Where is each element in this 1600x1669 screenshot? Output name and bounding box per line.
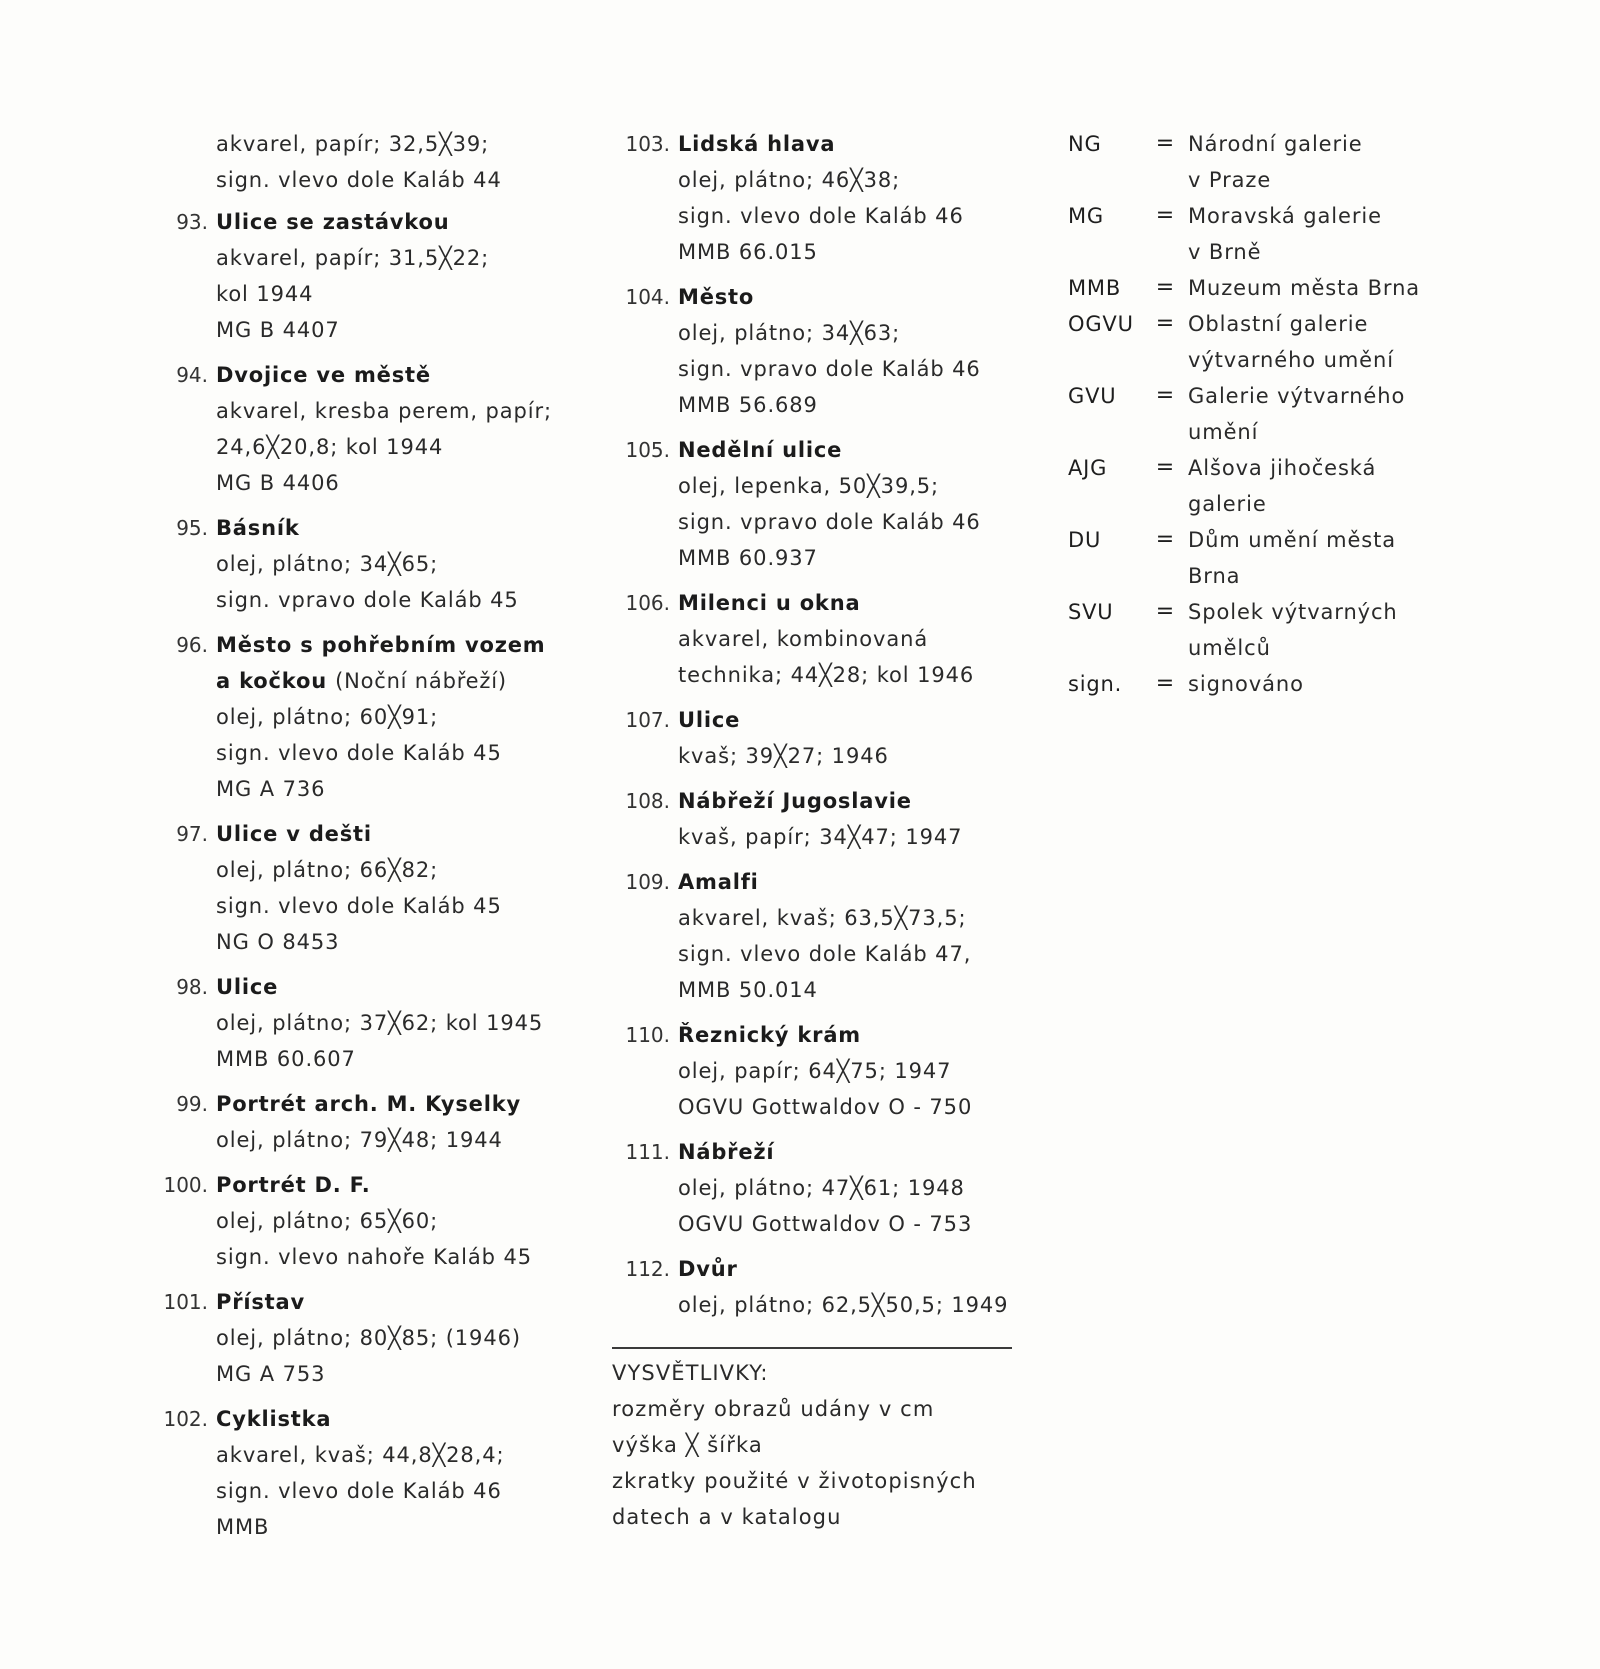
entry-detail: MMB 66.015 bbox=[678, 240, 818, 264]
catalog-entry-99 bbox=[150, 1086, 590, 1158]
entry-detail: MMB 50.014 bbox=[678, 978, 818, 1002]
entry-detail: olej, plátno; 80╳85; (1946) bbox=[216, 1326, 521, 1350]
abbreviation-gvu bbox=[1068, 378, 1468, 450]
entry-title: Portrét arch. M. Kyselky bbox=[216, 1092, 521, 1116]
entry-title: Básník bbox=[216, 516, 300, 540]
catalog-entry-109 bbox=[612, 864, 1022, 1008]
entry-number: 102. bbox=[163, 1407, 208, 1431]
entry-detail: olej, lepenka, 50╳39,5; bbox=[678, 474, 940, 498]
catalog-column-2 bbox=[612, 126, 1022, 1535]
entry-title: Nábřeží bbox=[678, 1140, 775, 1164]
entry-number: 93. bbox=[176, 210, 208, 234]
entry-detail: olej, plátno; 60╳91; bbox=[216, 705, 439, 729]
equals-sign: = bbox=[1155, 455, 1175, 480]
abbreviation-key: OGVU bbox=[1068, 312, 1134, 336]
entry-title-part: a kočkou bbox=[216, 669, 327, 693]
catalog-entry-110 bbox=[612, 1017, 1022, 1125]
section-divider bbox=[612, 1347, 1012, 1349]
equals-sign: = bbox=[1155, 383, 1175, 408]
abbreviation-meaning: umělců bbox=[1188, 636, 1271, 660]
explanations-section bbox=[612, 1355, 1022, 1535]
catalog-entry-94 bbox=[150, 357, 590, 501]
entry-number: 112. bbox=[625, 1257, 670, 1281]
entry-detail: akvarel, kvaš; 44,8╳28,4; bbox=[216, 1443, 505, 1467]
entry-alt-title: (Noční nábřeží) bbox=[335, 669, 507, 693]
catalog-entry-101 bbox=[150, 1284, 590, 1392]
entry-number: 110. bbox=[625, 1023, 670, 1047]
entry-detail: olej, plátno; 47╳61; 1948 bbox=[678, 1176, 965, 1200]
abbreviation-meaning: v Brně bbox=[1188, 240, 1262, 264]
entry-title: Město s pohřebním vozem bbox=[216, 633, 546, 657]
entry-title: Nedělní ulice bbox=[678, 438, 843, 462]
catalog-entry-105 bbox=[612, 432, 1022, 576]
abbreviation-meaning: Brna bbox=[1188, 564, 1241, 588]
entry-detail: MG B 4407 bbox=[216, 318, 340, 342]
entry-detail: kol 1944 bbox=[216, 282, 314, 306]
equals-sign: = bbox=[1155, 131, 1175, 156]
explanations-heading: VYSVĚTLIVKY: bbox=[612, 1361, 769, 1385]
entry-detail: sign. vlevo dole Kaláb 45 bbox=[216, 894, 502, 918]
abbreviation-meaning: Spolek výtvarných bbox=[1188, 600, 1398, 624]
abbreviation-ajg bbox=[1068, 450, 1468, 522]
explanation-line: výška ╳ šířka bbox=[612, 1433, 763, 1457]
catalog-entry-93 bbox=[150, 204, 590, 348]
abbreviation-meaning: Moravská galerie bbox=[1188, 204, 1382, 228]
entry-title: Dvojice ve městě bbox=[216, 363, 431, 387]
entry-detail: olej, plátno; 37╳62; kol 1945 bbox=[216, 1011, 544, 1035]
abbreviation-key: AJG bbox=[1068, 456, 1108, 480]
entry-number: 97. bbox=[176, 822, 208, 846]
entry-detail: sign. vlevo nahoře Kaláb 45 bbox=[216, 1245, 533, 1269]
entry-number: 103. bbox=[625, 132, 670, 156]
entry-number: 108. bbox=[625, 789, 670, 813]
catalog-entry-97 bbox=[150, 816, 590, 960]
equals-sign: = bbox=[1155, 527, 1175, 552]
abbreviation-meaning: Muzeum města Brna bbox=[1188, 276, 1421, 300]
entry-number: 101. bbox=[163, 1290, 208, 1314]
entry-detail: sign. vpravo dole Kaláb 46 bbox=[678, 357, 981, 381]
entry-detail: 24,6╳20,8; kol 1944 bbox=[216, 435, 444, 459]
abbreviation-key: MG bbox=[1068, 204, 1104, 228]
entry-detail: olej, papír; 64╳75; 1947 bbox=[678, 1059, 952, 1083]
catalog-entry-107 bbox=[612, 702, 1022, 774]
entry-detail: akvarel, kvaš; 63,5╳73,5; bbox=[678, 906, 967, 930]
entry-detail: MMB bbox=[216, 1515, 270, 1539]
entry-number: 104. bbox=[625, 285, 670, 309]
explanation-line: rozměry obrazů udány v cm bbox=[612, 1397, 935, 1421]
equals-sign: = bbox=[1155, 671, 1175, 696]
entry-title: Dvůr bbox=[678, 1257, 738, 1281]
entry-number: 100. bbox=[163, 1173, 208, 1197]
equals-sign: = bbox=[1155, 275, 1175, 300]
catalog-entry-102 bbox=[150, 1401, 590, 1545]
abbreviations-list bbox=[1068, 126, 1468, 702]
abbreviation-key: NG bbox=[1068, 132, 1102, 156]
entry-title: Nábřeží Jugoslavie bbox=[678, 789, 912, 813]
continued-entry bbox=[150, 126, 590, 198]
entry-detail: olej, plátno; 34╳65; bbox=[216, 552, 439, 576]
entry-number: 105. bbox=[625, 438, 670, 462]
catalog-entry-100 bbox=[150, 1167, 590, 1275]
abbreviation-mg bbox=[1068, 198, 1468, 270]
entry-number: 99. bbox=[176, 1092, 208, 1116]
entry-title: Město bbox=[678, 285, 755, 309]
abbreviation-meaning: Galerie výtvarného bbox=[1188, 384, 1406, 408]
entry-detail: MG A 753 bbox=[216, 1362, 326, 1386]
equals-sign: = bbox=[1155, 203, 1175, 228]
entry-detail: akvarel, papír; 32,5╳39; bbox=[216, 132, 490, 156]
entry-number: 96. bbox=[176, 633, 208, 657]
entry-number: 107. bbox=[625, 708, 670, 732]
abbreviation-meaning: Dům umění města bbox=[1188, 528, 1397, 552]
entry-detail: OGVU Gottwaldov O - 750 bbox=[678, 1095, 973, 1119]
abbreviation-ogvu bbox=[1068, 306, 1468, 378]
explanation-line: zkratky použité v životopisných bbox=[612, 1469, 977, 1493]
entry-detail: olej, plátno; 62,5╳50,5; 1949 bbox=[678, 1293, 1009, 1317]
entry-title: Portrét D. F. bbox=[216, 1173, 371, 1197]
entry-detail: sign. vlevo dole Kaláb 45 bbox=[216, 741, 502, 765]
abbreviation-meaning: výtvarného umění bbox=[1188, 348, 1394, 372]
explanation-line: datech a v katalogu bbox=[612, 1505, 842, 1529]
catalog-entry-95 bbox=[150, 510, 590, 618]
entry-detail: sign. vpravo dole Kaláb 46 bbox=[678, 510, 981, 534]
entry-number: 111. bbox=[625, 1140, 670, 1164]
entry-detail: olej, plátno; 34╳63; bbox=[678, 321, 901, 345]
entry-detail: MG A 736 bbox=[216, 777, 326, 801]
entry-detail: technika; 44╳28; kol 1946 bbox=[678, 663, 975, 687]
entry-title: Milenci u okna bbox=[678, 591, 861, 615]
catalog-entry-104 bbox=[612, 279, 1022, 423]
entry-detail: sign. vlevo dole Kaláb 46 bbox=[216, 1479, 502, 1503]
entry-detail: akvarel, papír; 31,5╳22; bbox=[216, 246, 490, 270]
entry-detail: MMB 56.689 bbox=[678, 393, 818, 417]
entry-title-continued bbox=[216, 663, 590, 699]
entry-detail: sign. vpravo dole Kaláb 45 bbox=[216, 588, 519, 612]
catalog-entry-111 bbox=[612, 1134, 1022, 1242]
entry-title: Přístav bbox=[216, 1290, 305, 1314]
entry-detail: olej, plátno; 65╳60; bbox=[216, 1209, 439, 1233]
entry-title: Ulice bbox=[678, 708, 741, 732]
abbreviation-meaning: Oblastní galerie bbox=[1188, 312, 1369, 336]
equals-sign: = bbox=[1155, 599, 1175, 624]
abbreviation-svu bbox=[1068, 594, 1468, 666]
entry-detail: NG O 8453 bbox=[216, 930, 340, 954]
abbreviation-meaning: Alšova jihočeská bbox=[1188, 456, 1377, 480]
entry-detail: MMB 60.937 bbox=[678, 546, 818, 570]
catalog-entry-108 bbox=[612, 783, 1022, 855]
entry-detail: akvarel, kresba perem, papír; bbox=[216, 399, 552, 423]
catalog-entry-98 bbox=[150, 969, 590, 1077]
entry-detail: sign. vlevo dole Kaláb 44 bbox=[216, 168, 502, 192]
entry-title: Ulice v dešti bbox=[216, 822, 372, 846]
abbreviation-sign bbox=[1068, 666, 1468, 702]
entry-title: Cyklistka bbox=[216, 1407, 332, 1431]
entry-number: 109. bbox=[625, 870, 670, 894]
entry-title: Lidská hlava bbox=[678, 132, 836, 156]
entry-detail: sign. vlevo dole Kaláb 46 bbox=[678, 204, 964, 228]
entry-detail: kvaš, papír; 34╳47; 1947 bbox=[678, 825, 963, 849]
equals-sign: = bbox=[1155, 311, 1175, 336]
entry-detail: MG B 4406 bbox=[216, 471, 340, 495]
catalog-entry-96 bbox=[150, 627, 590, 807]
entry-detail: kvaš; 39╳27; 1946 bbox=[678, 744, 889, 768]
entry-detail: sign. vlevo dole Kaláb 47, bbox=[678, 942, 972, 966]
entry-title: Řeznický krám bbox=[678, 1023, 861, 1047]
abbreviation-meaning: umění bbox=[1188, 420, 1259, 444]
entry-detail: olej, plátno; 66╳82; bbox=[216, 858, 439, 882]
catalog-column-1 bbox=[150, 126, 590, 1545]
entry-number: 94. bbox=[176, 363, 208, 387]
entry-number: 98. bbox=[176, 975, 208, 999]
abbreviation-meaning: v Praze bbox=[1188, 168, 1272, 192]
catalog-entry-112 bbox=[612, 1251, 1022, 1323]
entry-detail: olej, plátno; 79╳48; 1944 bbox=[216, 1128, 503, 1152]
entry-detail: akvarel, kombinovaná bbox=[678, 627, 929, 651]
entry-detail: olej, plátno; 46╳38; bbox=[678, 168, 901, 192]
entry-detail: OGVU Gottwaldov O - 753 bbox=[678, 1212, 973, 1236]
abbreviation-mmb bbox=[1068, 270, 1468, 306]
catalog-entry-103 bbox=[612, 126, 1022, 270]
abbreviation-key: GVU bbox=[1068, 384, 1117, 408]
entry-number: 106. bbox=[625, 591, 670, 615]
entry-title: Amalfi bbox=[678, 870, 759, 894]
entry-number: 95. bbox=[176, 516, 208, 540]
entry-detail: MMB 60.607 bbox=[216, 1047, 356, 1071]
abbreviation-meaning: galerie bbox=[1188, 492, 1267, 516]
abbreviation-key: DU bbox=[1068, 528, 1102, 552]
abbreviation-meaning: signováno bbox=[1188, 672, 1304, 696]
entry-title: Ulice se zastávkou bbox=[216, 210, 450, 234]
abbreviation-key: SVU bbox=[1068, 600, 1114, 624]
abbreviation-key: sign. bbox=[1068, 672, 1123, 696]
abbreviation-key: MMB bbox=[1068, 276, 1122, 300]
entry-title: Ulice bbox=[216, 975, 279, 999]
catalog-entry-106 bbox=[612, 585, 1022, 693]
abbreviation-meaning: Národní galerie bbox=[1188, 132, 1363, 156]
abbreviation-du bbox=[1068, 522, 1468, 594]
abbreviation-ng bbox=[1068, 126, 1468, 198]
